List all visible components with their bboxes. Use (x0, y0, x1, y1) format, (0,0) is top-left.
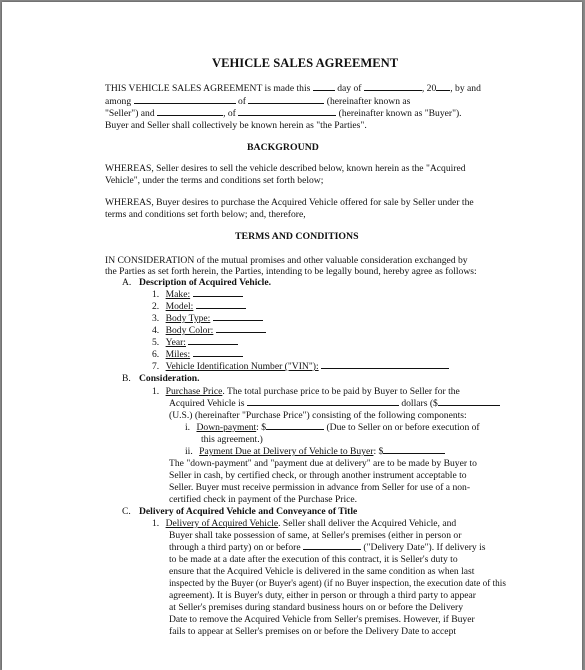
section-b-letter: B. (122, 373, 131, 384)
price-number-blank[interactable] (438, 397, 500, 406)
vehicle-model-row: 2. Model: (152, 300, 246, 313)
delivery-date-blank[interactable] (303, 541, 361, 550)
document-title: VEHICLE SALES AGREEMENT (212, 56, 399, 70)
vehicle-body-color-row: 4. Body Color: (152, 324, 266, 337)
intro-line-2: among of (hereinafter known as (105, 96, 411, 107)
seller-name-blank[interactable] (134, 95, 236, 104)
whereas-1-line-2: Vehicle", under the terms and conditions set forth below; (105, 175, 324, 186)
section-b-heading: Consideration. (139, 373, 200, 384)
vehicle-miles-row: 6. Miles: (152, 348, 243, 361)
terms-intro-line-1: IN CONSIDERATION of the mutual promises and other valuable consideration exchanged by (105, 255, 468, 266)
consideration-text-1: The "down-payment" and "payment due at delivery" are to be made by Buyer to (169, 458, 477, 469)
day-blank[interactable] (313, 82, 335, 91)
down-payment-row-2: this agreement.) (201, 434, 263, 445)
seller-address-blank[interactable] (248, 95, 324, 104)
consideration-text-2: Seller in cash, by certified check, or through another instrument acceptable to (169, 470, 467, 481)
down-payment-blank[interactable] (266, 421, 324, 430)
delivery-line-7: agreement). It is Buyer's duty, either in person or through a third party to appear (169, 590, 476, 601)
delivery-line-4: to be made at a date after the execution of this contract, it is Seller's duty to (169, 554, 458, 565)
delivery-line-6: inspected by the Buyer (or Buyer's agent) (if no Buyer inspection, the execution date of this (169, 578, 506, 588)
delivery-line-3: through a third party) on or before ("Delivery Date"). If delivery is (169, 542, 486, 553)
year-model-blank[interactable] (188, 336, 238, 345)
document-page (2, 2, 582, 670)
delivery-line-8: at Seller's premises during standard business hours on or before the Delivery (169, 602, 464, 613)
section-c-heading: Delivery of Acquired Vehicle and Conveyance of Title (139, 506, 358, 517)
whereas-1-line-1: WHEREAS, Seller desires to sell the vehicle described below, known herein as the "Acquired (105, 163, 466, 174)
vehicle-body-type-row: 3. Body Type: (152, 312, 263, 325)
vehicle-make-row: 1. Make: (152, 288, 243, 301)
delivery-line-10: fails to appear at Seller's premises on or before the Delivery Date to accept (169, 626, 457, 637)
payment-due-blank[interactable] (383, 445, 445, 454)
intro-line-1: THIS VEHICLE SALES AGREEMENT is made this day of , 20 , by and (105, 83, 481, 94)
background-heading: BACKGROUND (247, 142, 319, 153)
delivery-line-2: Buyer shall take possession of same, at Seller's premises (either in person or (169, 530, 462, 541)
terms-heading: TERMS AND CONDITIONS (235, 231, 359, 242)
intro-line-3: "Seller") and , of (hereinafter known as "Buyer"). (105, 108, 462, 119)
vehicle-vin-row: 7. Vehicle Identification Number ("VIN"): (152, 360, 449, 373)
price-words-blank[interactable] (247, 397, 399, 406)
purchase-price-line-1: 1. Purchase Price. The total purchase price to be paid by Buyer to Seller for the (152, 386, 460, 397)
purchase-price-line-2: Acquired Vehicle is dollars ($ (169, 397, 500, 410)
buyer-address-blank[interactable] (238, 107, 336, 116)
payment-due-row: ii. Payment Due at Delivery of Vehicle to Buyer: $ (185, 445, 445, 458)
terms-intro-line-2: the Parties as set forth herein, the Parties, intending to be legally bound, hereby agree as follows: (105, 266, 477, 277)
body-type-blank[interactable] (213, 312, 263, 321)
whereas-2-line-2: terms and conditions set forth below; and, therefore, (105, 209, 306, 220)
section-a-letter: A. (122, 277, 132, 288)
delivery-line-1: 1. Delivery of Acquired Vehicle. Seller shall deliver the Acquired Vehicle, and (152, 518, 457, 529)
vin-blank[interactable] (321, 360, 449, 369)
intro-line-4: Buyer and Seller shall collectively be known herein as "the Parties". (105, 120, 367, 131)
miles-blank[interactable] (193, 348, 243, 357)
model-blank[interactable] (196, 300, 246, 309)
whereas-2-line-1: WHEREAS, Buyer desires to purchase the Acquired Vehicle offered for sale by Seller under the (105, 197, 474, 208)
consideration-text-3: Seller. Buyer must receive permission in advance from Seller for use of a non- (169, 482, 471, 493)
make-blank[interactable] (193, 288, 243, 297)
delivery-line-5: ensure that the Acquired Vehicle is delivered in the same condition as when last (169, 566, 475, 577)
consideration-text-4: certified check in payment of the Purchase Price. (169, 494, 358, 505)
section-a-heading: Description of Acquired Vehicle. (139, 277, 272, 288)
month-blank[interactable] (364, 82, 422, 91)
purchase-price-line-3: (U.S.) (hereinafter "Purchase Price") consisting of the following components: (169, 410, 467, 421)
delivery-line-9: Date to remove the Acquired Vehicle from Seller's premises. However, if Buyer (169, 614, 475, 625)
down-payment-row: i. Down-payment: $ (Due to Seller on or before execution of (185, 422, 480, 433)
vehicle-year-row: 5. Year: (152, 336, 238, 349)
body-color-blank[interactable] (216, 324, 266, 333)
buyer-name-blank[interactable] (157, 107, 223, 116)
year-blank[interactable] (436, 82, 450, 91)
section-c-letter: C. (122, 506, 131, 517)
